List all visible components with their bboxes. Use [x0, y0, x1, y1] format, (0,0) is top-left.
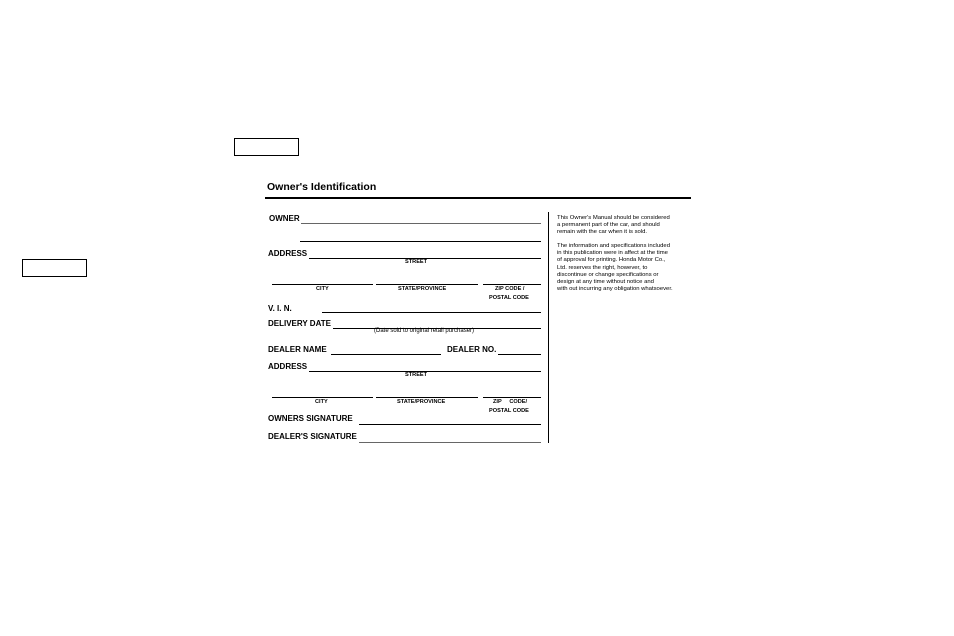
- city-field[interactable]: [272, 284, 373, 285]
- zip-field[interactable]: [483, 284, 541, 285]
- dealers-signature-field[interactable]: [359, 442, 541, 443]
- header-box: [234, 138, 299, 156]
- street-caption: STREET: [405, 259, 428, 265]
- dealer-name-label: DEALER NAME: [268, 345, 327, 354]
- vin-field[interactable]: [322, 312, 541, 313]
- date-hint: (Date sold to original retail purchaser): [374, 328, 475, 334]
- note-line: The information and specifications included: [557, 243, 670, 249]
- dealer-address-label: ADDRESS: [268, 362, 308, 371]
- page-title: Owner's Identification: [267, 181, 377, 193]
- dealer-street-caption: STREET: [405, 372, 428, 378]
- dealer-postal-caption: POSTAL CODE: [489, 408, 529, 414]
- owners-signature-label: OWNERS SIGNATURE: [268, 414, 353, 423]
- zip-caption: ZIP CODE /: [495, 286, 525, 292]
- note-line: discontinue or change specifications or: [557, 271, 659, 278]
- state-caption: STATE/PROVINCE: [398, 286, 447, 292]
- note-line: remain with the car when it is sold.: [557, 229, 648, 236]
- side-box: [22, 259, 87, 277]
- note-line: Ltd. reserves the right, however, to: [557, 264, 648, 271]
- notes-paragraph-1: [557, 215, 670, 237]
- vin-label: V. I. N.: [268, 304, 292, 313]
- postal-caption: POSTAL CODE: [489, 295, 529, 301]
- dealer-no-label: DEALER NO.: [447, 345, 497, 354]
- state-field[interactable]: [376, 284, 478, 285]
- notes-paragraph-2: [557, 243, 673, 293]
- note-line: with out incurring any obligation whatsoever.: [557, 286, 673, 293]
- dealer-name-field[interactable]: [331, 354, 441, 355]
- delivery-date-label: DELIVERY DATE: [268, 319, 331, 328]
- dealer-city-caption: CITY: [315, 399, 328, 405]
- column-divider: [548, 212, 549, 443]
- dealers-signature-label: DEALER'S SIGNATURE: [268, 432, 357, 441]
- dealer-city-field[interactable]: [272, 397, 373, 398]
- dealer-state-caption: STATE/PROVINCE: [397, 399, 446, 405]
- dealer-state-field[interactable]: [376, 397, 478, 398]
- note-line: design at any time without notice and: [557, 279, 654, 286]
- dealer-zip-caption: ZIP CODE/: [493, 399, 528, 405]
- city-caption: CITY: [316, 286, 329, 292]
- owners-signature-field[interactable]: [359, 424, 541, 425]
- note-line: a permanent part of the car, and should: [557, 222, 660, 229]
- address-label: ADDRESS: [268, 249, 308, 258]
- owner-field[interactable]: [301, 223, 541, 224]
- note-line: of approval for printing. Honda Motor Co.,: [557, 257, 666, 264]
- note-line: This Owner's Manual should be considered: [557, 215, 670, 221]
- owner-label: OWNER: [269, 214, 300, 223]
- owner-field-line2[interactable]: [300, 241, 541, 242]
- note-line: in this publication were in affect at the time: [557, 250, 668, 257]
- dealer-zip-field[interactable]: [483, 397, 541, 398]
- dealer-no-field[interactable]: [498, 354, 541, 355]
- title-rule: [265, 197, 691, 199]
